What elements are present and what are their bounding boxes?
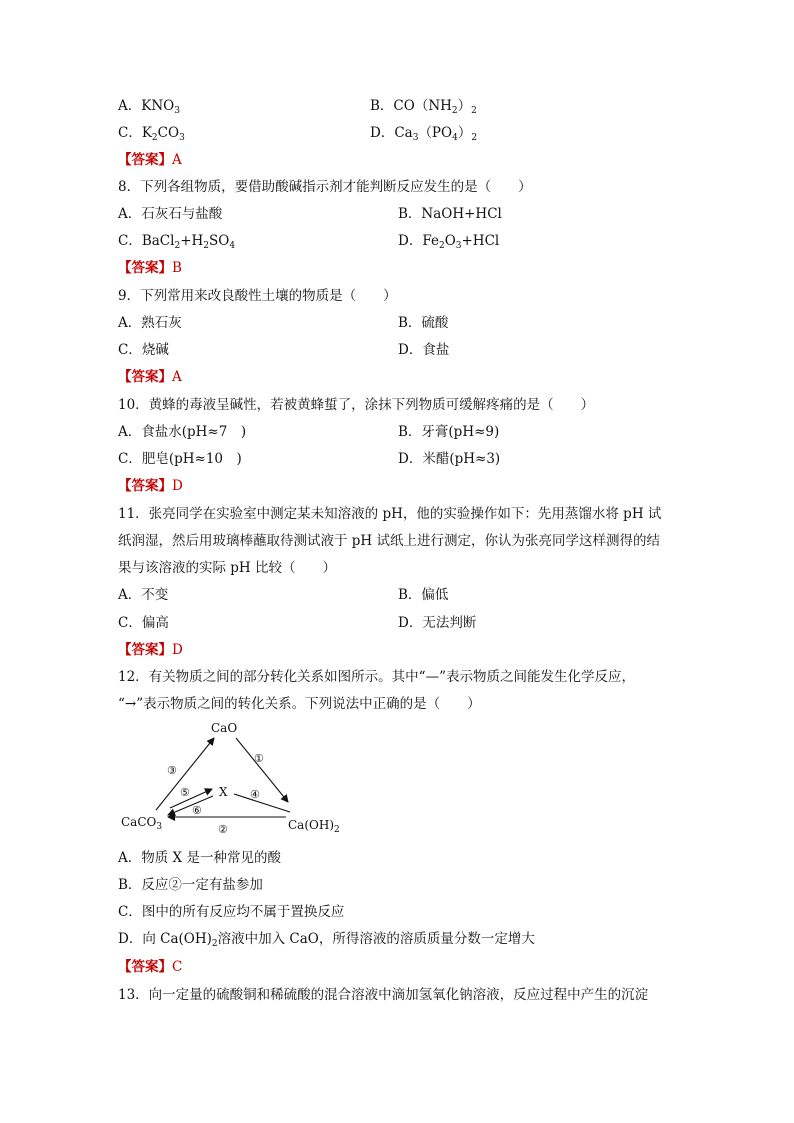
- q12-option-c: C．图中的所有反应均不属于置换反应: [118, 904, 345, 920]
- q9-answer: 【答案】A: [118, 369, 182, 385]
- q9-stem: 9．下列常用来改良酸性土壤的物质是（ ）: [118, 288, 397, 304]
- line-x-caoh2: [234, 794, 290, 812]
- q8-option-b: B．NaOH+HCl: [398, 206, 502, 222]
- q10-answer: 【答案】D: [118, 478, 183, 494]
- q9-option-b: B．硫酸: [398, 315, 449, 331]
- q12-stem-line2: “→”表示物质之间的转化关系。下列说法中正确的是（ ）: [118, 696, 481, 712]
- q11-option-d: D．无法判断: [398, 615, 477, 631]
- reaction-label-2: ②: [218, 823, 228, 836]
- q12-option-d: D．向 $Ca(OH)_2$溶液中加入 CaO，所得溶液的溶质质量分数一定增大: [118, 931, 535, 949]
- q9-option-a: A．熟石灰: [118, 315, 182, 331]
- q7-option-b: B．$CO(NH_2)_2$: [370, 98, 477, 116]
- q12-answer: 【答案】C: [118, 959, 183, 975]
- reaction-label-5: ⑤: [180, 786, 190, 799]
- node-cao: CaO: [211, 721, 238, 735]
- q8-option-c: C．$BaCl_2+H_2SO_4$: [118, 233, 236, 251]
- q10-stem: 10．黄蜂的毒液呈碱性，若被黄蜂蜇了，涂抹下列物质可缓解疼痛的是（ ）: [118, 397, 595, 413]
- q8-answer: 【答案】B: [118, 260, 182, 276]
- q13-stem-line1: 13．向一定量的硫酸铜和稀硫酸的混合溶液中滴加氢氧化钠溶液，反应过程中产生的沉淀: [118, 987, 649, 1003]
- q7-option-d: D．$Ca_3(PO_4)_2$: [370, 125, 478, 143]
- q7-option-c: C．$K_2CO_3$: [118, 125, 185, 143]
- q11-option-a: A．不变: [118, 587, 169, 603]
- q12-stem-line1: 12．有关物质之间的部分转化关系如图所示。其中“—”表示物质之间能发生化学反应，: [118, 669, 635, 685]
- q10-option-d: D．米醋(pH≈3): [398, 451, 501, 467]
- q11-stem-line3: 果与该溶液的实际 pH 比较（ ）: [118, 560, 336, 576]
- conversion-diagram: [110, 716, 360, 841]
- q11-stem-line1: 11．张亮同学在实验室中测定某未知溶液的 pH，他的实验操作如下：先用蒸馏水将 pH 试: [118, 506, 662, 522]
- node-caco3: CaCO$_3$: [121, 815, 163, 832]
- reaction-label-3: ③: [167, 764, 177, 777]
- q11-stem-line2: 纸润湿，然后用玻璃棒蘸取待测试液于 pH 试纸上进行测定，你认为张亮同学这样测得的结: [118, 533, 660, 549]
- q10-option-a: A．食盐水(pH≈7 ): [118, 424, 247, 440]
- q12-option-b: B．反应②一定有盐参加: [118, 877, 263, 893]
- q8-option-d: D．$Fe_2O_3+HCl$: [398, 233, 500, 251]
- q7-option-a: A．$KNO_3$: [118, 98, 180, 116]
- arrow-cao-to-caoh2: [236, 738, 288, 802]
- q8-option-a: A．石灰石与盐酸: [118, 206, 223, 222]
- q9-option-c: C．烧碱: [118, 342, 169, 358]
- q11-answer: 【答案】D: [118, 642, 183, 658]
- q8-stem: 8．下列各组物质，要借助酸碱指示剂才能判断反应发生的是（ ）: [118, 179, 532, 195]
- reaction-label-1: ①: [254, 752, 264, 765]
- node-x: X: [219, 785, 228, 799]
- q11-option-c: C．偏高: [118, 615, 169, 631]
- reaction-label-4: ④: [250, 788, 260, 801]
- q10-option-c: C．肥皂(pH≈10 ): [118, 451, 242, 467]
- q11-option-b: B．偏低: [398, 587, 449, 603]
- q9-option-d: D．食盐: [398, 342, 450, 358]
- reaction-label-6: ⑥: [192, 804, 202, 817]
- q7-answer: 【答案】A: [118, 152, 182, 168]
- q10-option-b: B．牙膏(pH≈9): [398, 424, 500, 440]
- node-caoh2: $Ca(OH)_2$: [288, 818, 340, 835]
- q12-option-a: A．物质 X 是一种常见的酸: [118, 850, 281, 866]
